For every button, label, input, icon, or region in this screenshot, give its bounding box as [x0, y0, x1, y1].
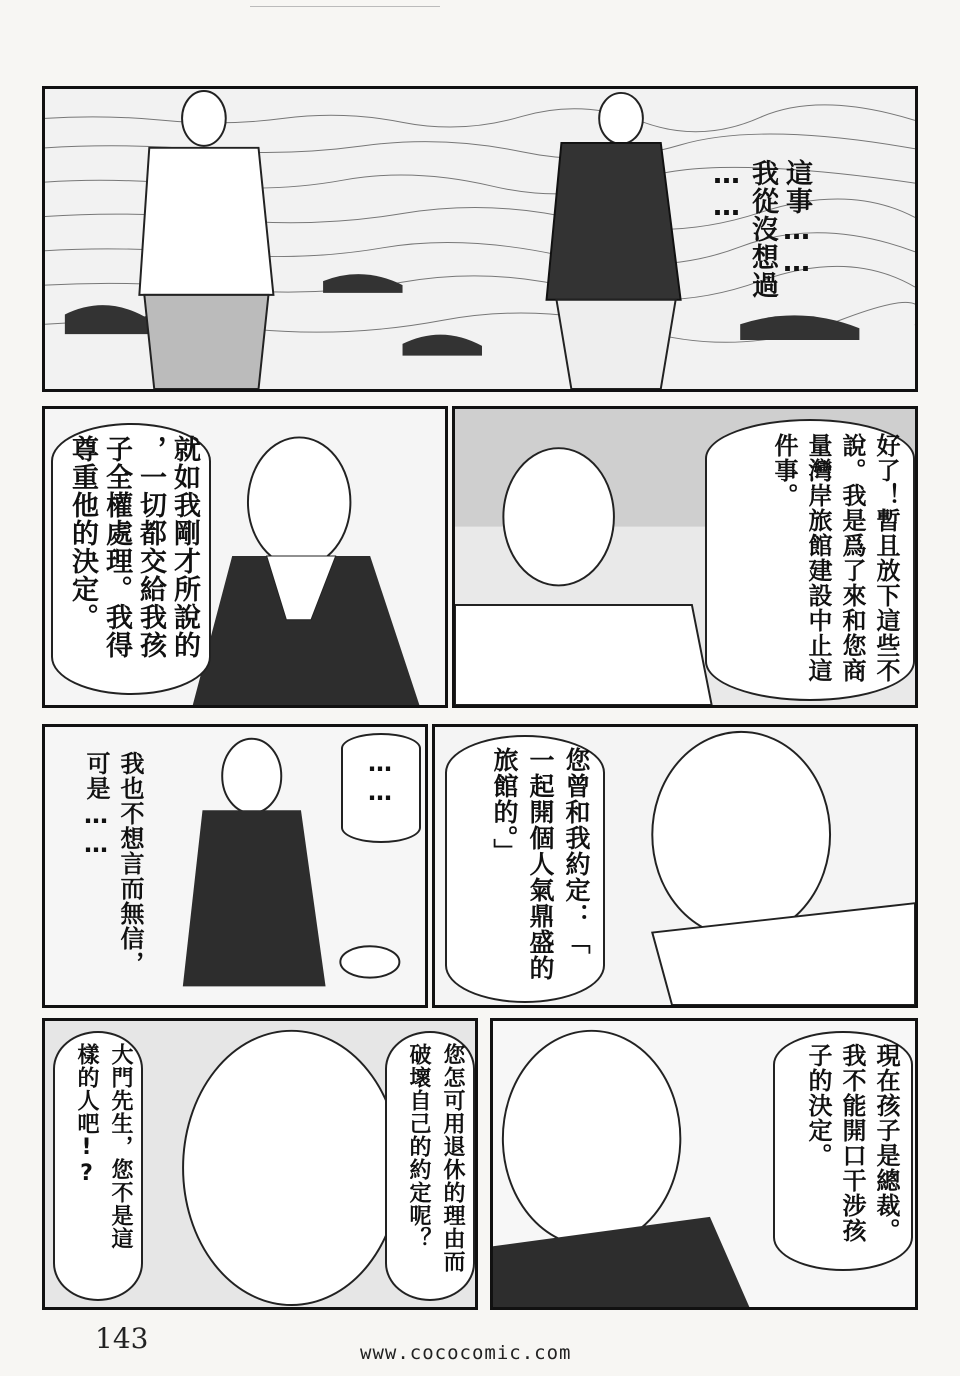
panel-elder-close: [490, 1018, 918, 1310]
panel-elder-left: [42, 406, 448, 708]
website-watermark: www.cococomic.com: [360, 1342, 572, 1364]
dialogue-line: 我也不想言而無信，: [116, 751, 144, 976]
speech-bubble-elder-left: [51, 423, 211, 695]
dialogue-line: ……: [366, 749, 394, 807]
dialogue-line: 件事。: [770, 433, 798, 508]
dialogue-line: 尊重他的決定。: [67, 435, 98, 631]
panel-shore: [42, 86, 918, 392]
speech-bubble-younger-close-a: [385, 1031, 475, 1301]
speech-bubble-younger-right: [705, 419, 915, 701]
dialogue-line: 這事……: [781, 159, 812, 279]
top-scan-line: [250, 6, 440, 7]
dialogue-line: 大門先生，您不是這: [108, 1043, 133, 1250]
speech-bubble-younger-close-b: [53, 1031, 143, 1301]
dialogue-line: 好了！暫且放下這些不: [872, 433, 900, 683]
dialogue-line: 您曾和我約定：「: [562, 747, 591, 955]
dialogue-line: 可是……: [82, 751, 110, 859]
page-number: 143: [95, 1322, 149, 1355]
dialogue-line: 量灣岸旅館建設中止這: [804, 433, 832, 683]
dialogue-line: 說。我是爲了來和您商: [838, 433, 866, 683]
panel-younger-right: [452, 406, 918, 708]
dialogue-line: ，一切都交給我孩: [135, 435, 166, 659]
speech-bubble-silence: [341, 733, 421, 843]
dialogue-line: 我不能開口干涉孩: [838, 1043, 866, 1243]
dialogue-line: 樣的人吧!?: [74, 1043, 99, 1187]
dialogue-line: 我從沒想過: [747, 159, 778, 299]
dialogue-line: 您怎可用退休的理由而: [440, 1043, 465, 1273]
dialogue-line: 現在孩子是總裁。: [872, 1043, 900, 1243]
dialogue-line: 一起開個人氣鼎盛的: [526, 747, 555, 981]
speech-bubble-younger-profile: [445, 735, 605, 1003]
panel-younger-close: [42, 1018, 478, 1310]
dialogue-line: 子的決定。: [804, 1043, 832, 1168]
panel-younger-profile: [432, 724, 918, 1008]
dialogue-line: 破壞自己的約定呢？: [406, 1043, 431, 1250]
dialogue-line: 子全權處理。我得: [101, 435, 132, 659]
panel-elder-dog: [42, 724, 428, 1008]
speech-bubble-elder-dog: [53, 741, 153, 1001]
speech-bubble-shore: [697, 149, 817, 379]
dialogue-line: ……: [711, 159, 742, 223]
speech-bubble-elder-close: [773, 1031, 913, 1271]
dialogue-line: 旅館的。」: [490, 747, 519, 865]
dialogue-line: 就如我剛才所說的: [169, 435, 200, 659]
